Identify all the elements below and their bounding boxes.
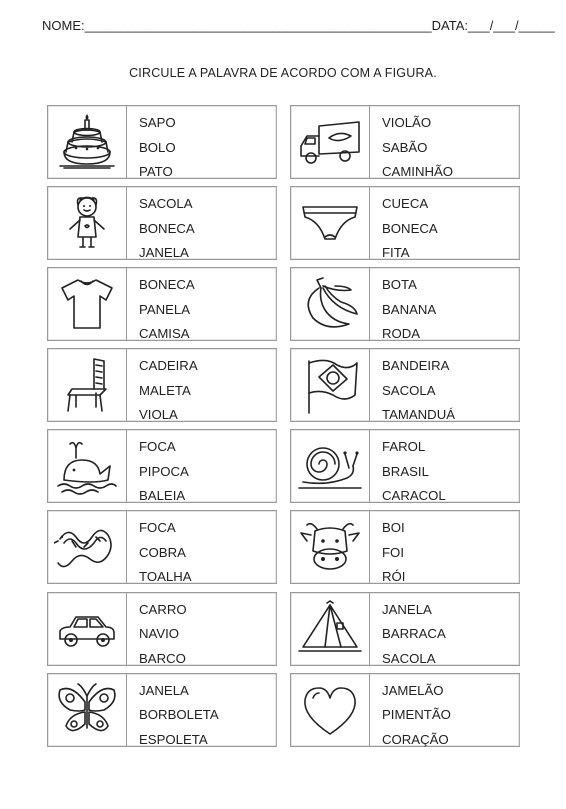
exercise-card [47, 510, 277, 584]
word-options [382, 273, 436, 347]
word-option[interactable]: SACOLA [139, 196, 193, 212]
word-option[interactable]: BONECA [139, 220, 195, 236]
word-option[interactable]: JAMELÃO [382, 682, 444, 698]
right-column [290, 105, 520, 754]
underwear-icon [291, 187, 370, 259]
word-options [139, 111, 176, 185]
word-option[interactable]: BANDEIRA [382, 358, 450, 374]
word-option[interactable]: BOTA [382, 277, 417, 293]
exercise-card [47, 267, 277, 341]
word-option[interactable]: CAMINHÃO [382, 164, 454, 179]
word-option[interactable]: RODA [382, 326, 421, 342]
shirt-icon [48, 268, 127, 340]
word-option[interactable]: CADEIRA [139, 358, 198, 374]
exercise-card [290, 592, 520, 666]
word-option[interactable]: BALEIA [139, 488, 186, 504]
exercise-card [290, 267, 520, 341]
word-option[interactable]: MALETA [139, 382, 191, 398]
exercise-card [47, 673, 277, 747]
word-options [139, 679, 219, 753]
chair-icon [48, 349, 127, 421]
flag-icon [291, 349, 370, 421]
exercise-card [290, 429, 520, 503]
cow-icon [291, 511, 370, 583]
word-option[interactable]: PIPOCA [139, 463, 189, 479]
name-date-line: NOME:________________________________________________DATA:___/___/_____ [42, 18, 555, 33]
exercise-card [47, 186, 277, 260]
exercise-card [290, 673, 520, 747]
word-option[interactable]: SACOLA [382, 382, 436, 398]
word-options [382, 111, 453, 185]
word-option[interactable]: TAMANDUÁ [382, 407, 456, 423]
word-option[interactable]: BARCO [139, 650, 186, 666]
word-option[interactable]: VIOLÃO [382, 115, 432, 130]
word-option[interactable]: FAROL [382, 439, 426, 455]
word-option[interactable]: SACOLA [382, 650, 436, 666]
word-option[interactable]: SABÃO [382, 139, 428, 155]
word-option[interactable]: TOALHA [139, 569, 192, 585]
word-options [382, 516, 405, 590]
butterfly-icon [48, 674, 127, 746]
heart-icon [291, 674, 370, 746]
exercise-card [290, 510, 520, 584]
word-options [382, 354, 455, 428]
word-options [139, 598, 187, 672]
instruction-text: CIRCULE A PALAVRA DE ACORDO COM A FIGURA. [129, 66, 437, 80]
exercise-card [47, 105, 277, 179]
exercise-card [290, 348, 520, 422]
word-options [382, 192, 438, 266]
word-option[interactable]: CORAÇÃO [382, 731, 449, 747]
word-option[interactable]: BANANA [382, 301, 437, 317]
word-option[interactable]: SAPO [139, 115, 176, 130]
word-option[interactable]: FOI [382, 544, 404, 560]
word-option[interactable]: FITA [382, 245, 410, 261]
exercise-card [47, 592, 277, 666]
word-options [382, 598, 446, 672]
word-option[interactable]: RÓI [382, 569, 406, 585]
exercise-card [47, 429, 277, 503]
exercise-card [290, 105, 520, 179]
word-option[interactable]: BARRACA [382, 626, 446, 642]
word-options [139, 354, 198, 428]
word-option[interactable]: CAMISA [139, 326, 190, 342]
word-option[interactable]: JANELA [382, 601, 432, 617]
truck-icon [291, 106, 370, 178]
word-option[interactable]: CARRO [139, 601, 187, 617]
left-column [47, 105, 277, 754]
word-option[interactable]: CUECA [382, 196, 429, 212]
word-option[interactable]: JANELA [139, 682, 189, 698]
word-option[interactable]: NAVIO [139, 626, 180, 642]
tent-icon [291, 593, 370, 665]
exercise-card [290, 186, 520, 260]
word-options [139, 192, 195, 266]
word-option[interactable]: BONECA [139, 277, 195, 293]
word-option[interactable]: JANELA [139, 245, 189, 261]
word-option[interactable]: FOCA [139, 520, 176, 536]
word-option[interactable]: PATO [139, 164, 173, 179]
exercise-card [47, 348, 277, 422]
word-option[interactable]: BOLO [139, 139, 176, 155]
word-option[interactable]: FOCA [139, 439, 176, 455]
word-option[interactable]: BONECA [382, 220, 438, 236]
bananas-icon [291, 268, 370, 340]
snail-icon [291, 430, 370, 502]
word-options [382, 435, 446, 509]
word-option[interactable]: BRASIL [382, 463, 429, 479]
word-option[interactable]: CARACOL [382, 488, 446, 504]
word-option[interactable]: PIMENTÃO [382, 707, 451, 723]
car-icon [48, 593, 127, 665]
snake-icon [48, 511, 127, 583]
word-option[interactable]: COBRA [139, 544, 186, 560]
word-options [139, 435, 189, 509]
word-options [139, 273, 195, 347]
word-option[interactable]: PANELA [139, 301, 191, 317]
word-options [382, 679, 451, 753]
word-option[interactable]: ESPOLETA [139, 731, 208, 747]
whale-icon [48, 430, 127, 502]
cake-icon [48, 106, 127, 178]
word-option[interactable]: BOI [382, 520, 405, 536]
word-option[interactable]: VIOLA [139, 407, 178, 423]
word-options [139, 516, 192, 590]
word-option[interactable]: BORBOLETA [139, 707, 219, 723]
doll-icon [48, 187, 127, 259]
